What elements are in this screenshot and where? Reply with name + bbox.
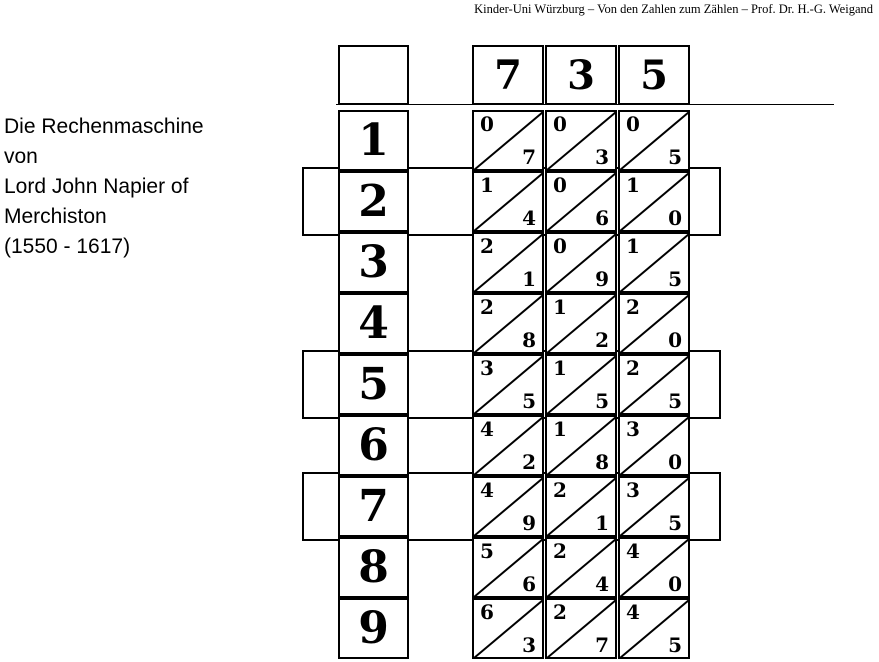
index-digit: 4 [338, 293, 409, 354]
ones-digit: 0 [668, 450, 682, 474]
tens-digit: 4 [626, 600, 640, 624]
index-digit: 3 [338, 232, 409, 293]
rod-product-cell [472, 537, 544, 598]
tens-digit: 0 [553, 112, 567, 136]
ones-digit: 5 [668, 389, 682, 413]
rod-product-cell [618, 293, 690, 354]
index-digit: 8 [338, 537, 409, 598]
ones-digit: 7 [522, 145, 536, 169]
tens-digit: 4 [626, 539, 640, 563]
index-digit: 9 [338, 598, 409, 659]
tens-digit: 2 [553, 539, 567, 563]
rod-product-cell [545, 232, 617, 293]
tens-digit: 1 [553, 417, 567, 441]
rod-product-cell [472, 110, 544, 171]
rod-product-cell [472, 476, 544, 537]
rod-product-cell [472, 598, 544, 659]
title-line-5: (1550 - 1617) [4, 235, 131, 258]
rod-product-cell [545, 598, 617, 659]
tens-digit: 1 [553, 295, 567, 319]
ones-digit: 9 [522, 511, 536, 535]
ones-digit: 5 [668, 633, 682, 657]
rod-product-cell [618, 171, 690, 232]
tens-digit: 2 [480, 295, 494, 319]
rod-product-cell [545, 293, 617, 354]
title-line-3: Lord John Napier of [4, 175, 189, 198]
tens-digit: 1 [626, 234, 640, 258]
rod-product-cell [472, 354, 544, 415]
tens-digit: 2 [626, 295, 640, 319]
rod-header-digit: 3 [545, 45, 617, 105]
ones-digit: 4 [595, 572, 609, 596]
ones-digit: 5 [595, 389, 609, 413]
rod-product-cell [545, 415, 617, 476]
index-digit: 1 [338, 110, 409, 171]
rod-product-cell [472, 232, 544, 293]
tens-digit: 2 [553, 478, 567, 502]
tens-digit: 5 [480, 539, 494, 563]
tens-digit: 1 [480, 173, 494, 197]
tens-digit: 0 [480, 112, 494, 136]
index-digit: 2 [338, 171, 409, 232]
tens-digit: 6 [480, 600, 494, 624]
rod-product-cell [472, 415, 544, 476]
rod-product-cell [545, 354, 617, 415]
tens-digit: 3 [480, 356, 494, 380]
index-digit: 6 [338, 415, 409, 476]
index-digit: 7 [338, 476, 409, 537]
ones-digit: 1 [595, 511, 609, 535]
rod-product-cell [545, 110, 617, 171]
ones-digit: 3 [522, 633, 536, 657]
ones-digit: 0 [668, 206, 682, 230]
ones-digit: 6 [522, 572, 536, 596]
ones-digit: 8 [522, 328, 536, 352]
rod-product-cell [618, 537, 690, 598]
rod-product-cell [618, 415, 690, 476]
tens-digit: 2 [553, 600, 567, 624]
tens-digit: 0 [553, 234, 567, 258]
index-header-blank [338, 45, 409, 105]
tens-digit: 2 [626, 356, 640, 380]
rod-product-cell [618, 232, 690, 293]
tens-digit: 4 [480, 417, 494, 441]
rod-product-cell [618, 476, 690, 537]
rod-header-digit: 5 [618, 45, 690, 105]
ones-digit: 2 [595, 328, 609, 352]
tens-digit: 4 [480, 478, 494, 502]
tens-digit: 0 [553, 173, 567, 197]
ones-digit: 5 [522, 389, 536, 413]
ones-digit: 5 [668, 145, 682, 169]
tens-digit: 3 [626, 417, 640, 441]
rod-header-digit: 7 [472, 45, 544, 105]
ones-digit: 1 [522, 267, 536, 291]
ones-digit: 2 [522, 450, 536, 474]
index-digit: 5 [338, 354, 409, 415]
title-line-1: Die Rechenmaschine [4, 115, 204, 138]
tens-digit: 3 [626, 478, 640, 502]
rod-product-cell [545, 171, 617, 232]
rod-product-cell [472, 293, 544, 354]
ones-digit: 0 [668, 328, 682, 352]
tens-digit: 1 [553, 356, 567, 380]
ones-digit: 4 [522, 206, 536, 230]
ones-digit: 5 [668, 511, 682, 535]
ones-digit: 5 [668, 267, 682, 291]
tens-digit: 0 [626, 112, 640, 136]
rod-product-cell [472, 171, 544, 232]
ones-digit: 3 [595, 145, 609, 169]
tens-digit: 2 [480, 234, 494, 258]
rod-product-cell [545, 537, 617, 598]
rod-product-cell [545, 476, 617, 537]
ones-digit: 7 [595, 633, 609, 657]
title-block [4, 112, 204, 262]
page-header: Kinder-Uni Würzburg – Von den Zahlen zum Zählen – Prof. Dr. H.-G. Weigand [474, 2, 873, 16]
title-line-2: von [4, 145, 38, 168]
rod-product-cell [618, 598, 690, 659]
rod-product-cell [618, 354, 690, 415]
ones-digit: 8 [595, 450, 609, 474]
tens-digit: 1 [626, 173, 640, 197]
ones-digit: 6 [595, 206, 609, 230]
ones-digit: 0 [668, 572, 682, 596]
title-line-4: Merchiston [4, 205, 107, 228]
rod-product-cell [618, 110, 690, 171]
ones-digit: 9 [595, 267, 609, 291]
